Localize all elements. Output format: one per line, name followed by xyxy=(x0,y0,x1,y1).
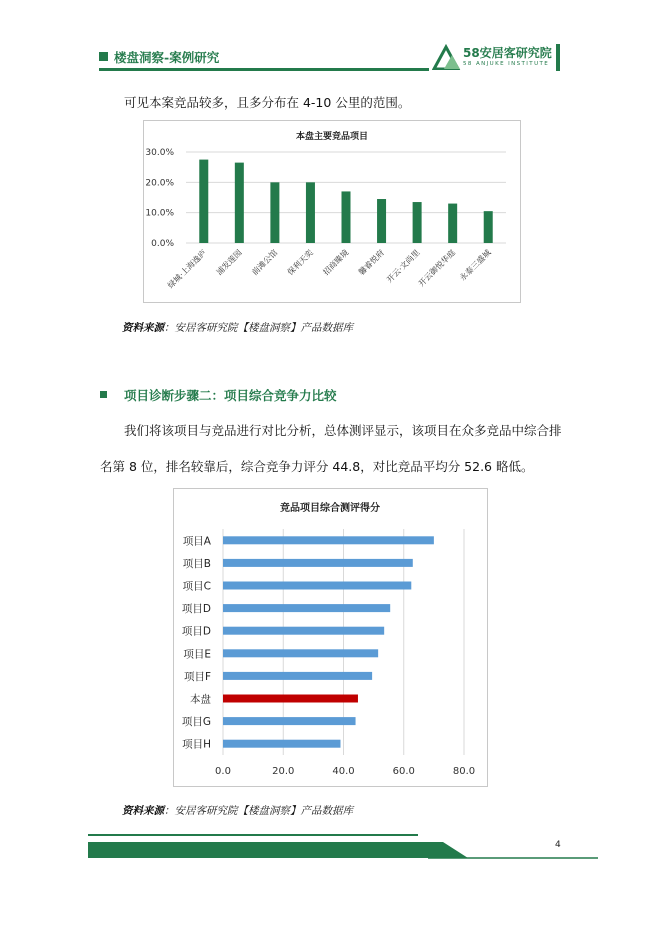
chart2-x-tick-label: 40.0 xyxy=(332,766,355,777)
chart1-x-tick-label: 开云御悦华庭 xyxy=(416,248,458,289)
logo-name: 58安居客研究院 xyxy=(463,46,552,60)
chart1-bar xyxy=(377,199,386,243)
source-label: 资料来源 xyxy=(122,805,164,817)
source-text: ：安居客研究院【楼盘洞察】产品数据库 xyxy=(164,805,353,817)
chart2-y-tick-label: 项目A xyxy=(182,535,211,548)
chart2-bar xyxy=(223,536,434,544)
chart2-y-tick-label: 项目C xyxy=(182,580,211,593)
paragraph-line-1: 我们将该项目与竞品进行对比分析，总体测评显示，该项目在众多竞品中综合排 xyxy=(124,423,562,438)
chart1-x-tick-label: 开云·文尚里 xyxy=(385,248,422,285)
chart1-title: 本盘主要竞品项目 xyxy=(295,132,369,142)
chart2-y-tick-label: 项目G xyxy=(181,716,211,729)
chart2-x-tick-label: 80.0 xyxy=(452,766,476,777)
chart2-y-tick-label: 项目D xyxy=(181,625,211,638)
chart2-x-tick-label: 60.0 xyxy=(392,766,415,777)
chart2-y-tick-label: 项目B xyxy=(182,557,211,570)
chart2-bar xyxy=(223,717,356,725)
source-label: 资料来源 xyxy=(122,322,164,334)
chart2-bar xyxy=(223,627,384,635)
chart1-bar xyxy=(448,204,457,243)
chart2-bar xyxy=(223,740,340,748)
chart2-bar xyxy=(223,582,411,590)
chart2-y-tick-label: 项目F xyxy=(183,670,211,683)
competitor-share-chart-svg xyxy=(144,121,520,302)
chart1-x-tick-label: 浦发莲园 xyxy=(214,248,244,278)
chart1-x-tick-label: 前滩公馆 xyxy=(250,248,280,278)
chart1-x-tick-label: 绿城·上海逸庐 xyxy=(166,248,209,291)
chart1-y-tick-label: 10.0% xyxy=(145,208,174,219)
competitiveness-score-chart xyxy=(173,488,488,787)
chart1-bar xyxy=(306,182,315,243)
source-note-2 xyxy=(122,803,353,818)
chart2-bar xyxy=(223,559,413,567)
header-vertical-bar xyxy=(556,44,560,71)
chart2-bar xyxy=(223,672,372,680)
header-underline xyxy=(99,68,429,71)
chart1-y-tick-label: 0.0% xyxy=(151,239,174,249)
chart2-y-tick-label: 项目H xyxy=(182,738,211,751)
chart1-bar xyxy=(199,160,208,243)
chart1-bar xyxy=(413,202,422,243)
chart2-y-tick-label: 项目E xyxy=(183,648,211,661)
competitor-share-chart xyxy=(143,120,521,303)
chart1-x-tick-label: 永泰三盛城 xyxy=(457,248,493,283)
competitiveness-score-chart-svg xyxy=(174,489,487,786)
chart1-bar xyxy=(270,182,279,243)
source-note-1 xyxy=(122,320,353,335)
chart2-y-tick-label: 项目D xyxy=(181,603,211,616)
footer-band xyxy=(88,838,598,860)
chart2-bar xyxy=(223,649,378,657)
chart2-x-tick-label: 20.0 xyxy=(272,766,295,777)
chart1-bar xyxy=(235,163,244,243)
intro-text: 可见本案竞品较多，且多分布在 4-10 公里的范围。 xyxy=(124,95,411,110)
chart1-y-tick-label: 20.0% xyxy=(145,178,174,189)
chart1-y-tick-label: 30.0% xyxy=(145,148,174,158)
page-number: 4 xyxy=(555,840,561,850)
chart1-bar xyxy=(342,191,351,243)
chart1-bar xyxy=(484,211,493,243)
chart2-y-tick-label: 本盘 xyxy=(190,693,211,706)
header-title: 楼盘洞察-案例研究 xyxy=(114,50,220,65)
chart1-x-tick-label: 招商臻境 xyxy=(321,248,351,278)
section-square-marker xyxy=(100,391,107,398)
footer-line xyxy=(88,834,418,836)
chart2-x-tick-label: 0.0 xyxy=(215,766,231,777)
chart1-x-tick-label: 保利天奕 xyxy=(285,248,315,278)
chart2-bar xyxy=(223,695,358,703)
header-square-marker xyxy=(99,52,108,61)
paragraph-line-2: 名第 8 位，排名较靠后，综合竞争力评分 44.8，对比竞品平均分 52.6 略低。 xyxy=(100,459,534,474)
chart1-x-tick-label: 馨睿悦府 xyxy=(356,248,386,278)
logo-icon xyxy=(432,44,462,70)
chart2-bar xyxy=(223,604,390,612)
section-title: 项目诊断步骤二：项目综合竞争力比较 xyxy=(124,388,337,403)
logo-subtitle: 58 ANJUKE INSTITUTE xyxy=(463,61,550,67)
source-text: ：安居客研究院【楼盘洞察】产品数据库 xyxy=(164,322,353,334)
chart2-title: 竞品项目综合测评得分 xyxy=(280,503,380,514)
